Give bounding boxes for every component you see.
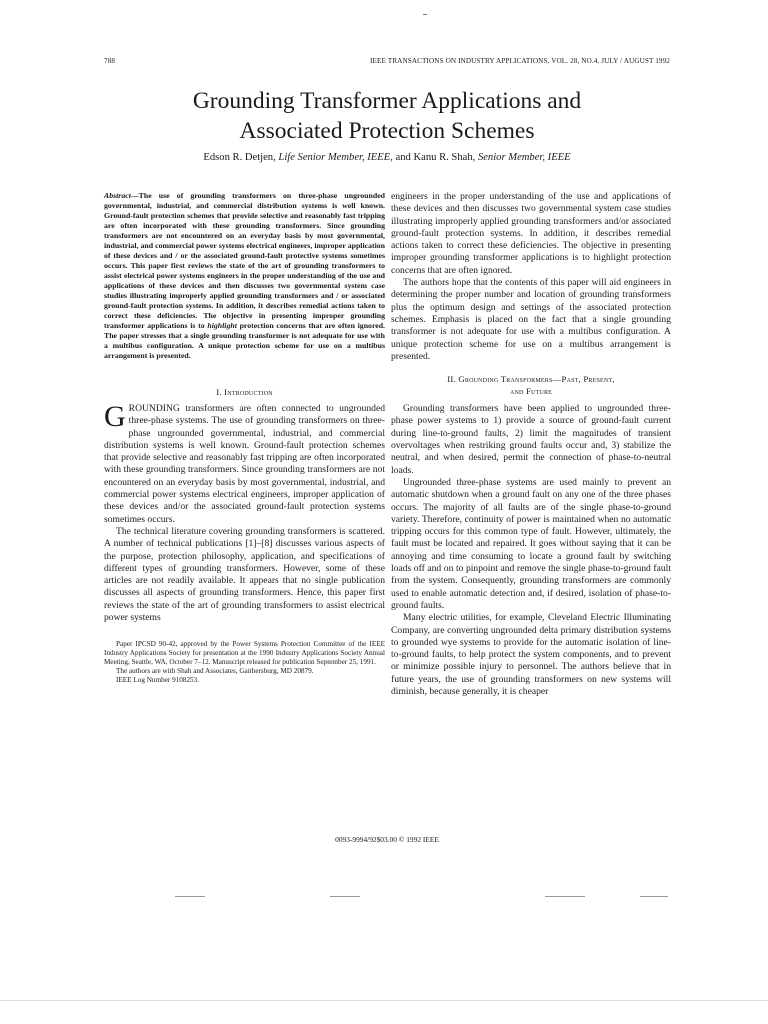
- running-head: [104, 57, 670, 69]
- page-number: 788: [104, 57, 116, 65]
- paper-title: [104, 86, 670, 146]
- footnote-1: Paper IPCSD 90-42, approved by the Power Systems Protection Committee of the IEEE Industry Applications Society for presentation at the 1990 Industry Applications Society Annual Meeting, Seattle, WA, October 7–12. Manuscript released for publication September 25, 1991.: [104, 640, 385, 667]
- section2-paragraph-1: Grounding transformers have been applied to ungrounded three-phase power systems to 1) provide a source of ground-fault current during line-to-ground faults, 2) limit the magnitudes of transient overvoltages when restriking ground faults occur and, 3) stabilize the neutral, and when desired, permit the connection of phase-to-neutral loads.: [391, 403, 671, 476]
- right-paragraph-1: engineers in the proper understanding of the use and applications of these devices and then discusses two governmental system case studies illustrating improperly applied grounding transformers and/or associated ground-fault protection systems. In addition, it describes remedial actions taken to correct these deficiencies. The objective in presenting improper grounding transformer applications is to highlight protection concerns that are often ignored.: [391, 191, 671, 276]
- abstract-highlight: highlight: [207, 321, 237, 330]
- intro-paragraph-1: [104, 400, 385, 526]
- intro-p1-text: ROUNDING transformers are often connected to ungrounded three-phase systems. The use of grounding transformers on three-phase ungrounded governmental, industrial, and commercial distribution systems is well known. Ground-fault protection schemes that provide selective and reasonably fast tripping are often incorporated with these grounding transformers. Since grounding transformers are not encountered on an everyday basis by most governmental, industrial, and commercial power systems electrical engineers, improper application of these devices and/or the associated ground-fault protection systems sometimes occurs.: [104, 403, 385, 525]
- title-line-1: Grounding Transformer Applications and: [192, 88, 582, 114]
- scan-artifacts: [0, 890, 768, 910]
- author-1-role: Life Senior Member, IEEE,: [278, 152, 393, 163]
- abstract-text: The use of grounding transformers on three-phase ungrounded governmental, industrial, and commercial distribution systems is well known. Ground-fault protection schemes that provide selective and reasonably fast tripping are often incorporated with these grounding transformers. Since grounding transformers are not encountered on an everyday basis by most governmental, industrial, and commercial power systems electrical engineers, improper application of these devices and / or the associated ground-fault protective systems sometimes occurs. This paper first reviews the state of the art of grounding transformers to assist electrical power systems engineers in the proper understanding of the use and applications of these devices and then discusses two governmental system case studies illustrating improperly applied grounding transformers and / or associated ground-fault protection systems. In addition, it describes remedial actions taken to correct these deficiencies. The objective in presenting improper grounding transformer applications is to: [104, 191, 385, 330]
- section2-paragraph-2: Ungrounded three-phase systems are used mainly to prevent an automatic shutdown when a ground fault on any one of the three phases occurs. The majority of all faults are of the single phase-to-ground variety. Therefore, continuity of power is maintained when no automatic tripping occurs for this common type of fault. However, ultimately, the fault must be located and repaired. It goes without saying that it can be annoying and time consuming to locate a ground fault by switching loads off and on to pinpoint and remove the single phase-to-ground fault from the system. Consequently, grounding transformers are commonly used to enable automatic detection and, if desired, isolation of phase-to-ground faults.: [391, 476, 671, 611]
- journal-citation: IEEE TRANSACTIONS ON INDUSTRY APPLICATIONS, VOL. 28, NO.4, JULY / AUGUST 1992: [370, 57, 670, 65]
- intro-paragraph-2: The technical literature covering grounding transformers is scattered. A number of technical publications [1]–[8] discusses various aspects of the purpose, protection philosophy, application, and specifications of different types of grounding transformers. However, some of these articles are not readily available. It appears that no single publication discusses all aspects of grounding transformers. Hence, this paper first reviews the state of the art of grounding transformers to assist electrical power systems: [104, 525, 385, 624]
- title-line-2: Associated Protection Schemes: [239, 118, 535, 144]
- section-heading-grounding-transformers: [391, 373, 671, 397]
- author-2: and Kanu R. Shah,: [395, 152, 476, 163]
- right-paragraph-2: The authors hope that the contents of this paper will aid engineers in determining the proper number and location of grounding transformers plus the optimum design and settings of the associated protection schemes. Emphasis is placed on the fact that a single grounding transformer is not adequate for use with a multibus configuration. A unique protection scheme for use on a multibus arrangement is presented.: [391, 277, 671, 362]
- drop-cap: G: [104, 400, 126, 433]
- footnote-2: The authors are with Shah and Associates, Gaithersburg, MD 20879.: [116, 667, 314, 676]
- left-column: [104, 191, 385, 685]
- section-heading-introduction: I. Introduction: [216, 387, 273, 397]
- scan-mark: [423, 14, 427, 15]
- author-line: [104, 152, 670, 163]
- copyright-notice: 0093-9994/92$03.00 © 1992 IEEE: [335, 835, 439, 844]
- section2-paragraph-3: Many electric utilities, for example, Cleveland Electric Illuminating Company, are converting ungrounded delta primary distribution systems to grounded wye systems to provide for the automatic isolation of line-to-ground faults, to help protect the system components, and to prevent or minimize possible injury to personnel. The authors believe that in future years, the use of grounding transformers on new systems will diminish, because generally, it is cheaper: [391, 612, 671, 697]
- footnote-3: IEEE Log Number 9108253.: [116, 676, 200, 685]
- abstract-label: Abstract—: [104, 191, 139, 200]
- page-bottom-edge: [0, 1000, 768, 1001]
- abstract-text-end: protection concerns that are often ignored. The paper stresses that a single grounding transformer is not adequate for use with a multibus configuration. A unique protection scheme for use on a multibus arrangement is presented.: [104, 321, 386, 360]
- section2-heading-line-1: II. Grounding Transformers—Past, Present,: [447, 374, 615, 385]
- right-column: [391, 191, 671, 698]
- section2-heading-line-2: and Future: [509, 386, 553, 397]
- abstract: [104, 191, 385, 361]
- author-1: Edson R. Detjen,: [203, 152, 276, 163]
- author-2-role: Senior Member, IEEE: [477, 152, 571, 163]
